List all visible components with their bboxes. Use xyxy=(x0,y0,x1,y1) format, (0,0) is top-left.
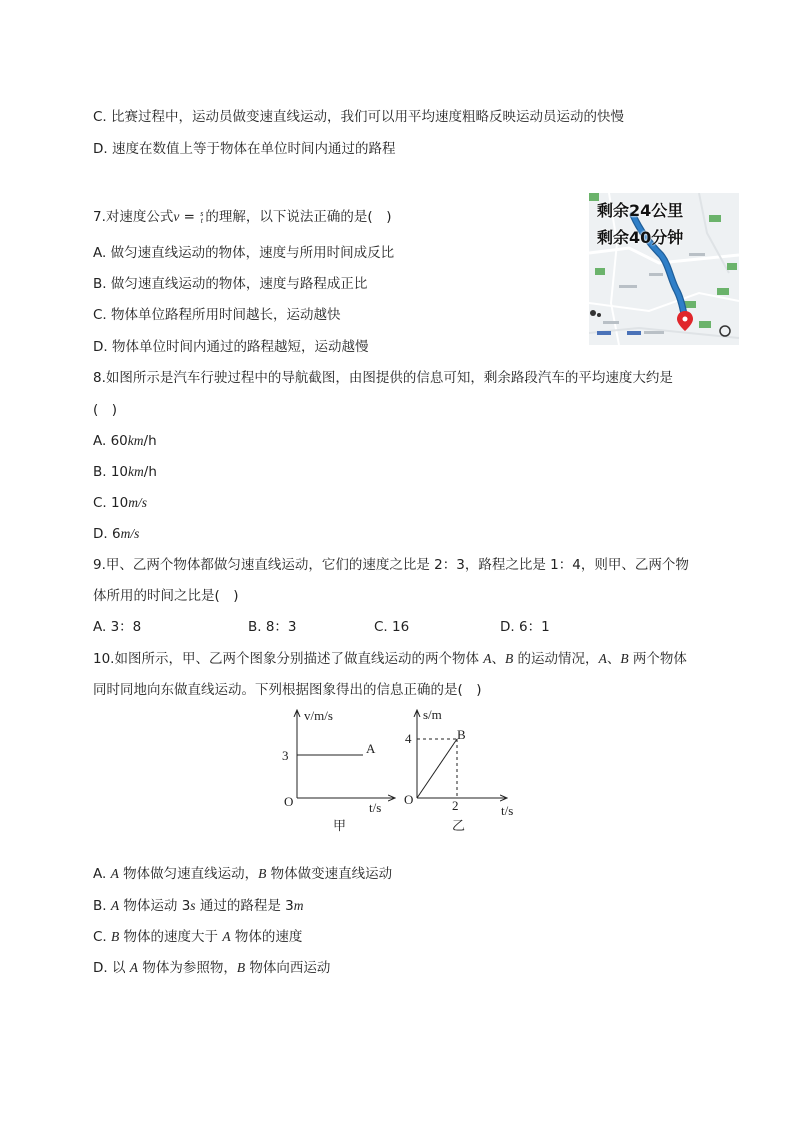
q10-a-part: 物体做变速直线运动 xyxy=(266,866,393,882)
q10-b-part: m xyxy=(293,898,304,913)
jia-y-tick: 3 xyxy=(282,748,289,763)
jia-caption: 甲 xyxy=(333,819,347,834)
q7-suffix: 的理解，以下说法正确的是( ) xyxy=(205,209,392,225)
q10-stem-line1 xyxy=(93,649,687,669)
q8-option-b-unit-rest: /h xyxy=(143,464,157,480)
q8-option-d xyxy=(93,524,139,544)
q10-a-part: A xyxy=(110,866,119,881)
q10-c-part: B xyxy=(111,929,120,944)
q10-option-b xyxy=(93,896,303,916)
yi-point-label: B xyxy=(457,727,466,742)
q10-option-d xyxy=(93,958,330,978)
navigation-map-image xyxy=(589,193,739,345)
q7-prefix: 7.对速度公式 xyxy=(93,209,174,225)
q10-object-b: B xyxy=(505,651,514,666)
q7-option-b: B. 做匀速直线运动的物体，速度与路程成正比 xyxy=(93,276,368,292)
q10-b-part: 通过的路程是 3 xyxy=(195,898,294,914)
q10-a-part: 物体做匀速直线运动， xyxy=(118,866,259,882)
remaining-distance: 剩余24公里 xyxy=(597,201,684,220)
formula-denominator: t xyxy=(200,216,203,225)
graph-jia xyxy=(270,706,400,838)
q10-stem-part3: 两个物体 xyxy=(628,651,687,667)
remaining-time: 剩余40分钟 xyxy=(597,228,684,247)
yi-x-tick: 2 xyxy=(452,798,459,813)
q10-c-part: C. xyxy=(93,929,112,945)
q10-separator-2: 、 xyxy=(606,651,621,667)
q9-option-a: A. 3：8 xyxy=(93,619,142,635)
q10-d-part: 物体向西运动 xyxy=(245,960,331,976)
q8-blank: ( ) xyxy=(93,402,118,418)
q10-b-part: 物体运动 3 xyxy=(119,898,191,914)
yi-series-b-line xyxy=(417,739,457,798)
q10-d-part: 物体为参照物， xyxy=(138,960,237,976)
q8-option-b xyxy=(93,462,157,482)
q10-option-a xyxy=(93,864,392,884)
q8-option-a-label: A. 60 xyxy=(93,433,128,449)
q10-d-part: A xyxy=(129,960,139,975)
graph-yi xyxy=(400,706,530,838)
formula-numerator: s xyxy=(200,209,204,218)
q8-option-c-unit: m/s xyxy=(128,495,147,510)
q10-d-part: B xyxy=(236,960,246,975)
q9-stem-line1: 9.甲、乙两个物体都做匀速直线运动，它们的速度之比是 2：3，路程之比是 1：4，则甲、乙两个物 xyxy=(93,557,689,573)
jia-line-label: A xyxy=(366,741,376,756)
q10-stem-part2: 的运动情况， xyxy=(513,651,599,667)
q10-c-part: 物体的速度 xyxy=(230,929,303,945)
q10-stem-line2: 同时同地向东做直线运动。下列根据图象得出的信息正确的是( ) xyxy=(93,682,482,698)
q7-option-d: D. 物体单位时间内通过的路程越短，运动越慢 xyxy=(93,339,369,355)
yi-x-label: t/s xyxy=(501,803,514,818)
q10-separator: 、 xyxy=(491,651,506,667)
q9-option-b: B. 8：3 xyxy=(248,619,297,635)
q6-option-d: D. 速度在数值上等于物体在单位时间内通过的路程 xyxy=(93,141,396,157)
q8-option-a-unit: km xyxy=(127,433,144,448)
q10-option-c xyxy=(93,927,302,947)
jia-y-label: v/m/s xyxy=(304,708,333,723)
q10-b-part: s xyxy=(190,898,196,913)
q7-option-c: C. 物体单位路程所用时间越长，运动越快 xyxy=(93,307,341,323)
jia-origin: O xyxy=(284,794,294,809)
q9-option-d: D. 6：1 xyxy=(500,619,550,635)
q8-option-d-unit: m/s xyxy=(120,526,140,541)
q8-option-c xyxy=(93,493,147,513)
q8-option-b-label: B. 10 xyxy=(93,464,129,480)
q8-option-a-unit-rest: /h xyxy=(143,433,157,449)
formula-eq: = xyxy=(179,209,200,225)
formula-v: v xyxy=(173,209,180,224)
q9-stem-line2: 体所用的时间之比是( ) xyxy=(93,588,239,604)
q10-object-a: A xyxy=(483,651,492,666)
q10-a-part: A. xyxy=(93,866,111,882)
q10-object-a-2: A xyxy=(598,651,607,666)
q8-option-b-unit: km xyxy=(128,464,144,479)
yi-y-label: s/m xyxy=(423,707,442,722)
q10-object-b-2: B xyxy=(620,651,629,666)
q7-option-a: A. 做匀速直线运动的物体，速度与所用时间成反比 xyxy=(93,245,395,261)
q10-c-part: A xyxy=(222,929,231,944)
q8-option-a xyxy=(93,431,157,451)
q8-stem: 8.如图所示是汽车行驶过程中的导航截图，由图提供的信息可知，剩余路段汽车的平均速度大约是 xyxy=(93,370,673,386)
q10-b-part: B. xyxy=(93,898,111,914)
q10-a-part: B xyxy=(258,866,267,881)
formula-fraction xyxy=(200,210,203,224)
yi-caption: 乙 xyxy=(452,819,466,834)
q10-d-part: D. 以 xyxy=(93,960,130,976)
q10-c-part: 物体的速度大于 xyxy=(119,929,223,945)
q10-stem-part1: 10.如图所示，甲、乙两个图象分别描述了做直线运动的两个物体 xyxy=(93,651,484,667)
q10-b-part: A xyxy=(110,898,120,913)
yi-y-tick: 4 xyxy=(405,731,412,746)
yi-origin: O xyxy=(404,792,414,807)
q6-option-c: C. 比赛过程中，运动员做变速直线运动，我们可以用平均速度粗略反映运动员运动的快慢 xyxy=(93,109,625,125)
q7-stem xyxy=(93,207,391,227)
jia-x-label: t/s xyxy=(369,800,382,815)
q8-option-c-label: C. 10 xyxy=(93,495,129,511)
q9-option-c: C. 16 xyxy=(374,619,410,635)
q8-option-d-label: D. 6 xyxy=(93,526,121,542)
